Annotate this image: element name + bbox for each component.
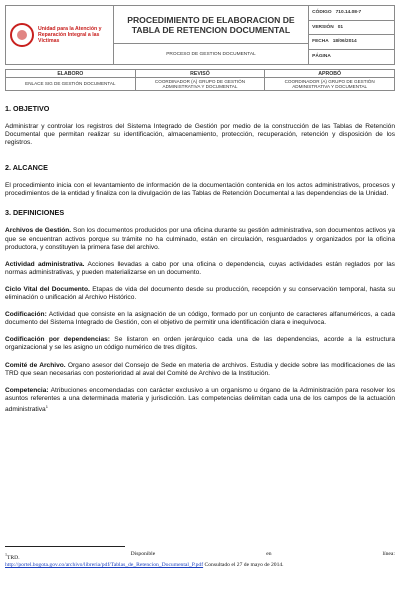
footnote-link[interactable]: http://portel.bogota.gov.co/archivo/libreria/pdf/Tablas_de_Retencion_Documental_P.pdf [5,561,204,568]
process-name: PROCESO DE GESTION DOCUMENTAL [166,51,256,57]
code-value: 710.14.08-7 [335,10,362,16]
definition-text: Acciones llevadas a cabo por una oficina o dependencia, cuyas actividades están reglados por las normas administrativas, y pueden materializarse en un documento. [5,260,395,276]
header-table [5,5,395,65]
version-value: 01 [337,24,344,30]
footnote-linea: línea: [382,551,395,557]
code-cell [309,6,395,65]
title-cell [113,6,308,65]
date-label: FECHA [312,39,329,45]
definition-text: Actividad que consiste en la asignación de un código, formado por un conjunto de caracteres alfanuméricos, a cada documento del Sistema Integrado de Gestión, con el objetivo de permitir una identificación clara e inequívoca. [5,311,395,327]
date-value: 18/06/2014 [332,39,357,45]
definition-term: Ciclo Vital del Documento. [5,285,90,293]
footnote-consulted: Consultado el 27 de mayo de 2014. [203,561,284,568]
definition-text: Organo asesor del Consejo de Sede en materia de archivos. Estudia y decide sobre las modificaciones de las TRD que sean necesarias con posterioridad al aval del Comité de Archivo de la Institución. [5,361,396,377]
footnote-available: Disponible [130,551,156,557]
definition-text: Etapas de vida del documento desde su producción, recepción y su conservación temporal, hasta su eliminación o unificación al Archivo Histórico. [5,285,395,302]
page-row [309,50,394,65]
date-row [309,35,394,50]
footnote-en: en [266,551,272,557]
section-title-definiciones: 3. DEFINICIONES [5,208,65,218]
sig-value-aprobo: COORDINADOR (A) GRUPO DE GESTIÓN ADMINISTRATIVA Y DOCUMENTAL [265,78,395,91]
signature-table [5,69,395,91]
document-title: PROCEDIMIENTO DE ELABORACION DE TABLA DE RETENCION DOCUMENTAL [114,6,308,44]
definition-item [5,336,395,352]
definition-term: Comité de Archivo. [5,361,66,369]
alcance-text: El procedimiento inicia con el levantamiento de información de la documentación contenida en los actos administrativos, procesos y procedimientos de la entidad y finaliza con la divulgación de las Tablas de Retención Documental a las dependencias de la Unidad. [5,182,395,198]
definition-item [5,261,395,277]
logo-cell [6,6,114,65]
page-label: PÁGINA [312,54,331,60]
sig-header-aprobo: APROBÓ [265,70,395,78]
code-row [309,6,394,21]
document-body [5,104,395,414]
sig-value-elaboro: ENLACE SIG DE GESTIÓN DOCUMENTAL [6,78,136,91]
logo-text: Unidad para la Atención y Reparación Integral a las Víctimas [38,26,102,44]
definition-text: Atribuciones encomendadas con carácter exclusivo a un organismo u órgano de la Administración para resolver los asuntos referentes a una determinada materia y jurisdicción. Las competencias delimitan cada una de los campos de la actuación administrativa [5,386,395,414]
definition-term: Actividad administrativa. [5,260,85,268]
version-label: VERSIÓN [312,24,334,30]
footnote [5,551,395,569]
definition-item [5,362,395,378]
definition-item [5,311,395,327]
footnote-label: TRD. [7,554,20,561]
code-label: CÓDIGO [312,10,332,16]
definition-item [5,286,395,302]
definition-text: Se listaron en orden jerárquico cada una de las dependencias, acorde a la estructura organizacional y se les asigno un código numérico de tres dígitos. [5,336,395,352]
definition-term: Codificación: [5,311,47,319]
sig-header-elaboro: ELABORO [6,70,136,78]
sig-header-reviso: REVISÓ [135,70,265,78]
footnote-ref: 1 [45,403,48,409]
sig-value-reviso: COORDINADOR (A) GRUPO DE GESTIÓN ADMINISTRATIVA Y DOCUMENTAL [135,78,265,91]
definition-term: Competencia: [5,386,49,394]
section-title-objetivo: 1. OBJETIVO [5,104,50,113]
version-row [309,21,394,36]
colombia-seal-icon [10,23,34,47]
definition-term: Archivos de Gestión. [5,227,72,235]
definition-item [5,387,395,414]
definition-term: Codificación por dependencias: [5,336,110,344]
section-title-alcance: 2. ALCANCE [5,163,48,173]
footnote-divider [5,546,125,547]
definition-text: Son los documentos producidos por una oficina durante su gestión administrativa, son documentos activos ya que se encuentran activos porque su trámite no ha culminado, están en circulación, resguardados y organizados por la oficina productora, y constituyen la primera fase del archivo. [5,227,395,251]
objetivo-text: Administrar y controlar los registros del Sistema Integrado de Gestión por medio de la construcción de las Tablas de Retención Documental que permitan realizar su identificación, almacenamiento, protección, recuperación, retención y disposición de los registros. [5,123,395,147]
footnote-mark: 1 [5,552,7,557]
definition-item [5,227,395,251]
